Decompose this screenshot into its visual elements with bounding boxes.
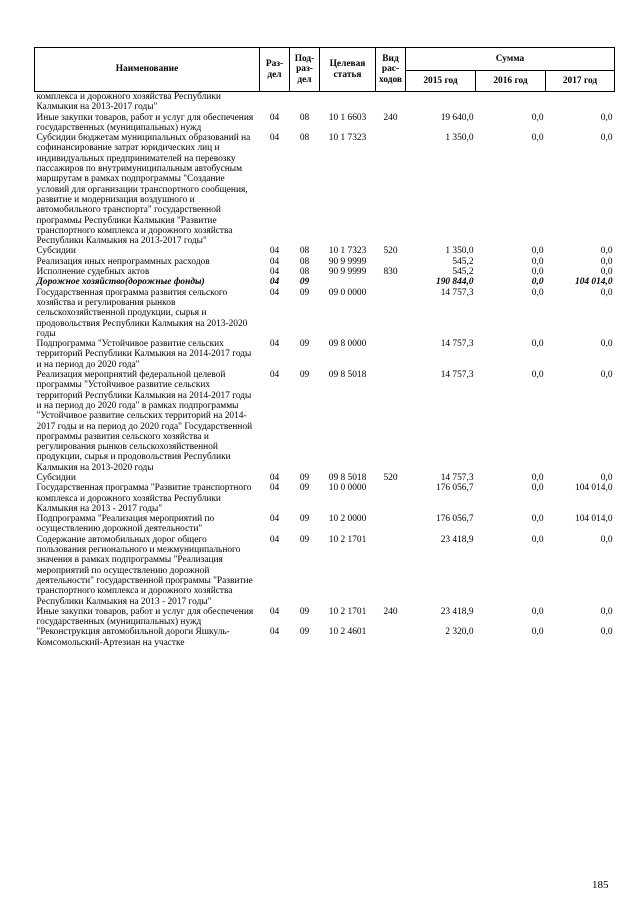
header-podrazdel: Под- раз- дел (290, 48, 320, 92)
cell-sum-2016: 0,0 (531, 514, 544, 525)
cell-sum-2017: 0,0 (600, 112, 613, 123)
cell-cel-statya: 90 9 9999 (328, 256, 367, 267)
table-row (35, 370, 615, 473)
cell-vid-rashodov: 240 (383, 606, 398, 617)
cell-cel-statya: 10 2 0000 (328, 514, 367, 525)
table-row (35, 535, 615, 607)
cell-vid-rashodov (376, 288, 406, 339)
cell-cel-statya: 10 2 1701 (328, 534, 367, 545)
table-row (35, 483, 615, 514)
cell-sum-2016: 0,0 (531, 287, 544, 298)
cell-sum-2015: 176 056,7 (436, 514, 474, 525)
cell-vid-rashodov (376, 370, 406, 473)
cell-name: Субсидии (36, 246, 76, 257)
cell-podrazdel: 09 (299, 339, 310, 350)
cell-sum-2015: 14 757,3 (440, 287, 474, 298)
budget-table (34, 47, 615, 648)
cell-sum-2015 (406, 92, 476, 113)
cell-razdel: 04 (269, 534, 280, 545)
cell-podrazdel: 09 (299, 627, 310, 638)
cell-name: Реализация иных непрограммных расходов (36, 256, 210, 267)
table-row (35, 607, 615, 628)
cell-vid-rashodov (376, 483, 406, 514)
cell-sum-2017: 104 014,0 (575, 483, 613, 494)
header-year-2015: 2015 год (406, 71, 476, 92)
table-row (35, 473, 615, 483)
cell-cel-statya: 10 1 7323 (328, 246, 367, 257)
cell-sum-2016: 0,0 (531, 472, 544, 483)
cell-name: комплекса и дорожного хозяйства Республики Калмыкия на 2013-2017 годы" (36, 92, 221, 113)
cell-cel-statya: 10 0 0000 (328, 483, 367, 494)
cell-cel-statya: 10 1 6603 (328, 112, 367, 123)
cell-vid-rashodov (376, 92, 406, 113)
cell-vid-rashodov (376, 257, 406, 267)
cell-name: Иные закупки товаров, работ и услуг для обеспечения государственных (муниципальных) нужд (36, 112, 254, 133)
cell-cel-statya: 09 8 5018 (328, 370, 367, 381)
table-row (35, 277, 615, 287)
cell-sum-2015: 23 418,9 (440, 534, 474, 545)
table-row (35, 267, 615, 277)
cell-name: Субсидии (36, 472, 76, 483)
cell-sum-2016 (476, 92, 546, 113)
cell-razdel: 04 (269, 133, 280, 144)
cell-name: "Реконструкция автомобильной дороги Яшкуль-Комсомольский-Артезиан на участке (36, 627, 230, 648)
cell-sum-2017: 0,0 (600, 472, 613, 483)
cell-sum-2015: 19 640,0 (440, 112, 474, 123)
cell-sum-2017 (546, 92, 615, 113)
cell-sum-2016: 0,0 (531, 267, 544, 278)
budget-table-sheet (34, 47, 614, 648)
cell-name: Реализация мероприятий федеральной целевой программы "Устойчивое развитие сельских территорий Республики Калмыкия на 2014-2017 годы и на период до 2020 года" в рамках подпрограммы "Устойчивое развитие сельских территорий на 2014-2017 годы и на период до 2020 года" Государственной программы развития сельского хозяйства и регулирования рынков сельскохозяйственной продукции, сырья и продовольствия Республики Калмыкия на 2013-2020 годы (36, 370, 253, 473)
cell-podrazdel: 09 (299, 534, 310, 545)
cell-vid-rashodov (376, 277, 406, 287)
cell-sum-2017: 0,0 (600, 627, 613, 638)
cell-cel-statya: 10 2 4601 (328, 627, 367, 638)
cell-sum-2015: 1 350,0 (445, 133, 474, 144)
header-cel-statya: Целевая статья (320, 48, 376, 92)
cell-sum-2015: 1 350,0 (445, 246, 474, 257)
cell-cel-statya: 09 0 0000 (328, 287, 367, 298)
page-number: 185 (592, 879, 609, 891)
cell-sum-2016: 0,0 (531, 483, 544, 494)
cell-name: Подпрограмма "Реализация мероприятий по осуществлению дорожной деятельности" (36, 514, 215, 535)
cell-sum-2016: 0,0 (531, 133, 544, 144)
header-name: Наименование (35, 48, 260, 92)
header-summa: Сумма (406, 48, 615, 71)
cell-sum-2017: 0,0 (600, 370, 613, 381)
cell-podrazdel: 09 (299, 277, 310, 288)
cell-sum-2017: 0,0 (600, 534, 613, 545)
cell-sum-2016: 0,0 (531, 370, 544, 381)
cell-vid-rashodov (376, 627, 406, 648)
cell-vid-rashodov: 240 (383, 112, 398, 123)
cell-cel-statya: 10 1 7323 (328, 133, 367, 144)
cell-podrazdel: 09 (299, 287, 310, 298)
cell-sum-2017: 0,0 (600, 339, 613, 350)
cell-name: Дорожное хозяйство(дорожные фонды) (36, 277, 205, 288)
cell-vid-rashodov (376, 535, 406, 607)
table-row (35, 92, 615, 113)
header-razdel: Раз- дел (260, 48, 290, 92)
cell-sum-2017: 0,0 (600, 606, 613, 617)
cell-razdel: 04 (269, 246, 280, 257)
cell-sum-2015: 545,2 (452, 267, 474, 278)
cell-podrazdel: 09 (299, 370, 310, 381)
cell-razdel: 04 (269, 370, 280, 381)
cell-name: Подпрограмма "Устойчивое развитие сельских территорий Республики Калмыкия на 2014-2017 годы и на период до 2020 года" (36, 339, 252, 370)
cell-podrazdel: 08 (299, 112, 310, 123)
cell-name: Государственная программа "Развитие транспортного комплекса и дорожного хозяйства Республики Калмыкия на 2013 - 2017 годы" (36, 483, 252, 514)
cell-sum-2017: 0,0 (600, 287, 613, 298)
cell-cel-statya: 09 8 5018 (328, 472, 367, 483)
cell-sum-2015: 2 320,0 (445, 627, 474, 638)
cell-sum-2015: 23 418,9 (440, 606, 474, 617)
cell-razdel: 04 (269, 256, 280, 267)
cell-razdel: 04 (269, 472, 280, 483)
cell-cel-statya (320, 277, 376, 287)
cell-razdel: 04 (269, 112, 280, 123)
cell-vid-rashodov: 520 (383, 472, 398, 483)
cell-podrazdel: 09 (299, 472, 310, 483)
cell-vid-rashodov (376, 514, 406, 535)
cell-name: Исполнение судебных актов (36, 267, 150, 278)
header-year-2017: 2017 год (546, 71, 615, 92)
table-row (35, 514, 615, 535)
table-row (35, 113, 615, 134)
table-row (35, 133, 615, 246)
table-row (35, 246, 615, 256)
table-row (35, 288, 615, 339)
cell-podrazdel: 09 (299, 483, 310, 494)
cell-razdel: 04 (269, 277, 280, 288)
cell-razdel: 04 (269, 627, 280, 638)
cell-sum-2016: 0,0 (531, 256, 544, 267)
cell-name: Содержание автомобильных дорог общего пользования регионального и межмуниципального значения в рамках подпрограммы "Реализация мероприятий по осуществлению дорожной деятельности" государственной программы "Развитие транспортного комплекса и дорожного хозяйства Республики Калмыкия на 2013 - 2017 годы" (36, 534, 253, 607)
cell-vid-rashodov (376, 339, 406, 370)
cell-sum-2017: 104 014,0 (575, 514, 613, 525)
cell-sum-2016: 0,0 (531, 277, 544, 288)
cell-sum-2017: 0,0 (600, 267, 613, 278)
cell-razdel (260, 92, 290, 113)
cell-sum-2016: 0,0 (531, 606, 544, 617)
cell-cel-statya (320, 92, 376, 113)
cell-razdel: 04 (269, 339, 280, 350)
cell-sum-2015: 190 844,0 (436, 277, 474, 288)
table-body (35, 92, 615, 649)
cell-razdel: 04 (269, 483, 280, 494)
cell-sum-2017: 0,0 (600, 246, 613, 257)
cell-vid-rashodov: 520 (383, 246, 398, 257)
cell-podrazdel: 08 (299, 246, 310, 257)
cell-sum-2016: 0,0 (531, 627, 544, 638)
cell-sum-2015: 14 757,3 (440, 339, 474, 350)
table-row (35, 339, 615, 370)
cell-podrazdel (290, 92, 320, 113)
cell-cel-statya: 90 9 9999 (328, 267, 367, 278)
cell-podrazdel: 09 (299, 514, 310, 525)
cell-sum-2017: 104 014,0 (575, 277, 613, 288)
cell-podrazdel: 08 (299, 256, 310, 267)
cell-podrazdel: 08 (299, 133, 310, 144)
cell-cel-statya: 09 8 0000 (328, 339, 367, 350)
cell-vid-rashodov (376, 133, 406, 246)
cell-sum-2016: 0,0 (531, 534, 544, 545)
cell-razdel: 04 (269, 267, 280, 278)
cell-sum-2015: 14 757,3 (440, 370, 474, 381)
cell-sum-2017: 0,0 (600, 256, 613, 267)
cell-razdel: 04 (269, 606, 280, 617)
cell-sum-2015: 545,2 (452, 256, 474, 267)
table-row (35, 627, 615, 648)
header-vid-rashodov: Вид рас- ходов (376, 48, 406, 92)
cell-razdel: 04 (269, 514, 280, 525)
cell-podrazdel: 08 (299, 267, 310, 278)
cell-sum-2016: 0,0 (531, 246, 544, 257)
cell-podrazdel: 09 (299, 606, 310, 617)
cell-name: Иные закупки товаров, работ и услуг для обеспечения государственных (муниципальных) нужд (36, 606, 254, 628)
cell-name: Государственная программа развития сельского хозяйства и регулирования рынков сельскохозяйственной продукции, сырья и продовольствия Республики Калмыкия на 2013-2020 годы (36, 287, 248, 339)
cell-razdel: 04 (269, 287, 280, 298)
table-row (35, 257, 615, 267)
cell-name: Субсидии бюджетам муниципальных образований на софинансирование затрат юридических лиц и индивидуальных предпринимателей на перевозку пассажиров по внутримуниципальным автобусным маршрутам в рамках подпрограммы "Создание условий для организации транспортного сообщения, развитие и модернизация воздушного и автомобильного транспорта" государственной программы Республики Калмыкия "Развитие транспортного комплекса и дорожного хозяйства Республики Калмыкия на 2013-2017 годы" (36, 133, 251, 247)
cell-sum-2015: 176 056,7 (436, 483, 474, 494)
cell-sum-2015: 14 757,3 (440, 472, 474, 483)
cell-sum-2016: 0,0 (531, 339, 544, 350)
header-year-2016: 2016 год (476, 71, 546, 92)
cell-cel-statya: 10 2 1701 (328, 606, 367, 617)
cell-vid-rashodov: 830 (383, 267, 398, 278)
cell-sum-2016: 0,0 (531, 112, 544, 123)
cell-sum-2017: 0,0 (600, 133, 613, 144)
